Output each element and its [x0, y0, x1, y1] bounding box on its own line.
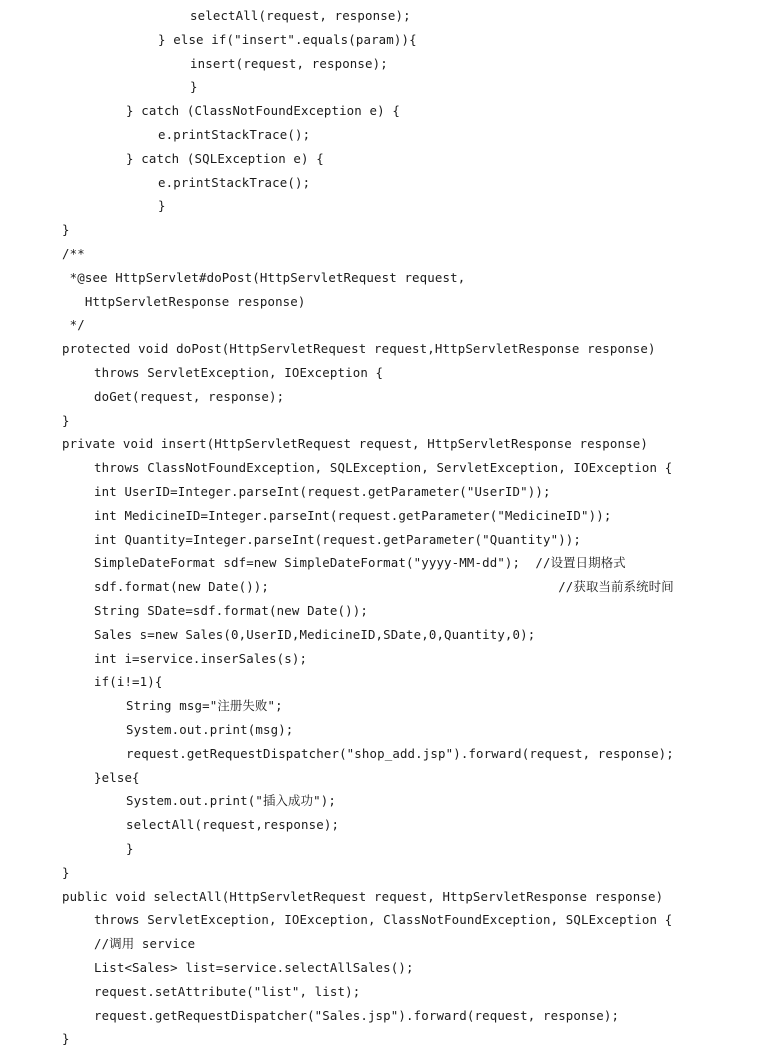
code-line: } [62, 222, 70, 238]
code-line: System.out.print(msg); [126, 722, 294, 737]
code-line: HttpServletResponse response) [62, 293, 306, 309]
code-line: int UserID=Integer.parseInt(request.getParameter("UserID")); [94, 484, 551, 499]
code-line: *@see HttpServlet#doPost(HttpServletRequest request, [62, 269, 466, 285]
code-line: }else{ [94, 769, 140, 785]
code-line: int i=service.inserSales(s); [94, 650, 308, 666]
code-line: } [62, 412, 70, 428]
code-line: e.printStackTrace(); [158, 174, 311, 190]
code-line: request.getRequestDispatcher("Sales.jsp").forward(request, response); [94, 1007, 620, 1023]
code-line: request.getRequestDispatcher("shop_add.jsp").forward(request, response); [126, 745, 674, 761]
code-line: selectAll(request,response); [126, 817, 340, 833]
code-line: } else if("insert".equals(param)){ [158, 31, 417, 47]
code-line: } catch (ClassNotFoundException e) { [126, 103, 400, 119]
code-line: } [158, 198, 166, 214]
code-line: } [62, 1031, 70, 1047]
code-line: List<Sales> list=service.selectAllSales(); [94, 960, 414, 975]
code-line: selectAll(request, response); [190, 8, 411, 23]
code-line: int MedicineID=Integer.parseInt(request.getParameter("MedicineID")); [94, 507, 612, 523]
code-line: } catch (SQLException e) { [126, 150, 324, 166]
code-line: throws ServletException, IOException { [94, 365, 384, 380]
code-line: } [126, 841, 134, 856]
code-line: e.printStackTrace(); [158, 127, 311, 142]
code-line: } [190, 79, 198, 95]
code-line: //调用 service [94, 936, 196, 952]
code-line: String msg="注册失败"; [126, 698, 283, 714]
code-line: } [62, 864, 70, 880]
code-line: */ [62, 317, 85, 333]
code-line: if(i!=1){ [94, 674, 163, 690]
code-line: insert(request, response); [190, 55, 388, 71]
code-line: private void insert(HttpServletRequest request, HttpServletResponse response) [62, 436, 648, 452]
code-line: public void selectAll(HttpServletRequest request, HttpServletResponse response) [62, 888, 664, 904]
code-line: int Quantity=Integer.parseInt(request.getParameter("Quantity")); [94, 531, 582, 547]
code-line: throws ClassNotFoundException, SQLException, ServletException, IOException { [94, 460, 673, 476]
code-line: doGet(request, response); [94, 388, 285, 404]
code-line: String SDate=sdf.format(new Date()); [94, 603, 368, 618]
code-line: System.out.print("插入成功"); [126, 793, 336, 809]
code-line: SimpleDateFormat sdf=new SimpleDateFormat("yyyy-MM-dd"); //设置日期格式 [94, 555, 626, 571]
code-line: throws ServletException, IOException, ClassNotFoundException, SQLException { [94, 912, 673, 928]
code-line: sdf.format(new Date()); //获取当前系统时间 [94, 579, 674, 595]
code-line: Sales s=new Sales(0,UserID,MedicineID,SDate,0,Quantity,0); [94, 626, 536, 642]
code-line: request.setAttribute("list", list); [94, 983, 361, 999]
code-line: protected void doPost(HttpServletRequest request,HttpServletResponse response) [62, 341, 656, 357]
code-line: /** [62, 246, 85, 261]
